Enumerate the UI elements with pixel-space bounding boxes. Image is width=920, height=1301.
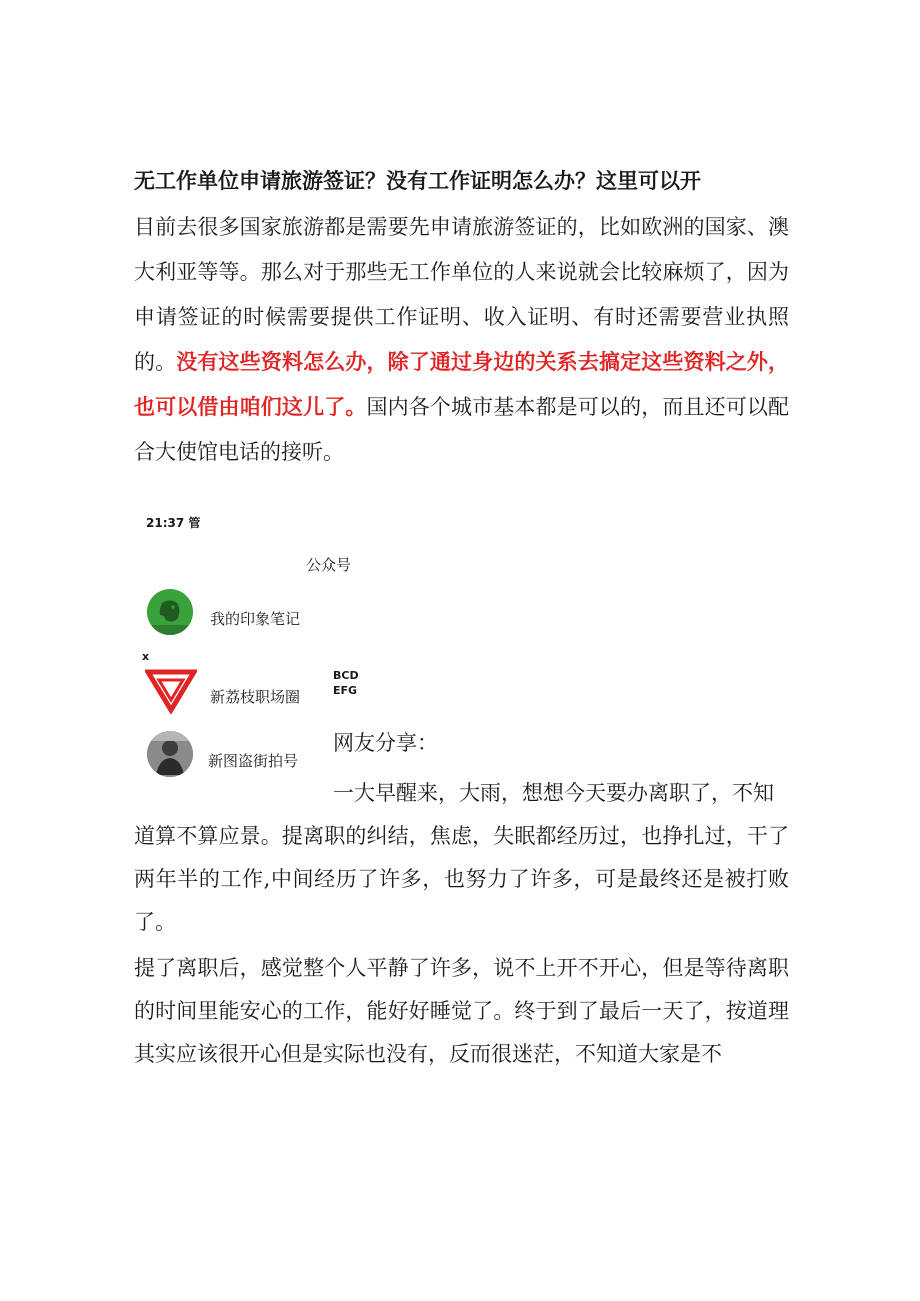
story-first-line: 一大早醒来，大雨，想想今天要办离职了，不知	[333, 781, 774, 805]
intro-paragraph	[134, 205, 789, 475]
tag-text: BCD	[333, 669, 359, 682]
intro-text: 目前去很多国家旅游都是需要先申请旅游签证的，比如欧洲的国家、澳大利亚等等。那么对于那些无工作单位的人来说就会比较麻烦了，因为申请签证的时候需要提供工作证明、收入证明、有时还需要营业执照的。	[134, 215, 789, 374]
photo-avatar-icon[interactable]	[147, 731, 193, 777]
intro-text-end: 国内各个城市基本都是可以的，而且还可以配合大使馆电话的接听。	[134, 395, 790, 464]
section-label: 公众号	[306, 556, 352, 574]
story-paragraph-2: 提了离职后，感觉整个人平静了许多，说不上开不开心，但是等待离职的时间里能安心的工作，能好好睡觉了。终于到了最后一天了，按道理其实应该很开心但是实际也没有，反而很迷茫，不知道大家是不	[134, 956, 789, 1066]
account-name[interactable]: 新荔枝职场圈	[210, 688, 301, 706]
evernote-elephant-icon[interactable]	[147, 589, 193, 635]
close-icon[interactable]: x	[142, 650, 150, 663]
red-triangle-logo-icon[interactable]	[145, 668, 197, 714]
status-time: 21:37 管	[146, 516, 201, 530]
account-name[interactable]: 新图盗街拍号	[208, 752, 299, 770]
account-name[interactable]: 我的印象笔记	[210, 610, 301, 628]
highlight-text: 没有这些资料怎么办，除了通过身边的关系去搞定这些资料之外，也可以借由咱们这儿了。	[134, 350, 790, 419]
article-title: 无工作单位申请旅游签证？没有工作证明怎么办？这里可以开	[134, 169, 701, 193]
story-text: 道算不算应景。提离职的纠结，焦虑，失眠都经历过，也挣扎过，干了两年半的工作,中间经历了许多，也努力了许多，可是最终还是被打败了。	[134, 824, 789, 934]
story-paragraph	[134, 772, 789, 944]
share-label: 网友分享：	[333, 731, 438, 755]
tag-text: EFG	[333, 684, 358, 697]
